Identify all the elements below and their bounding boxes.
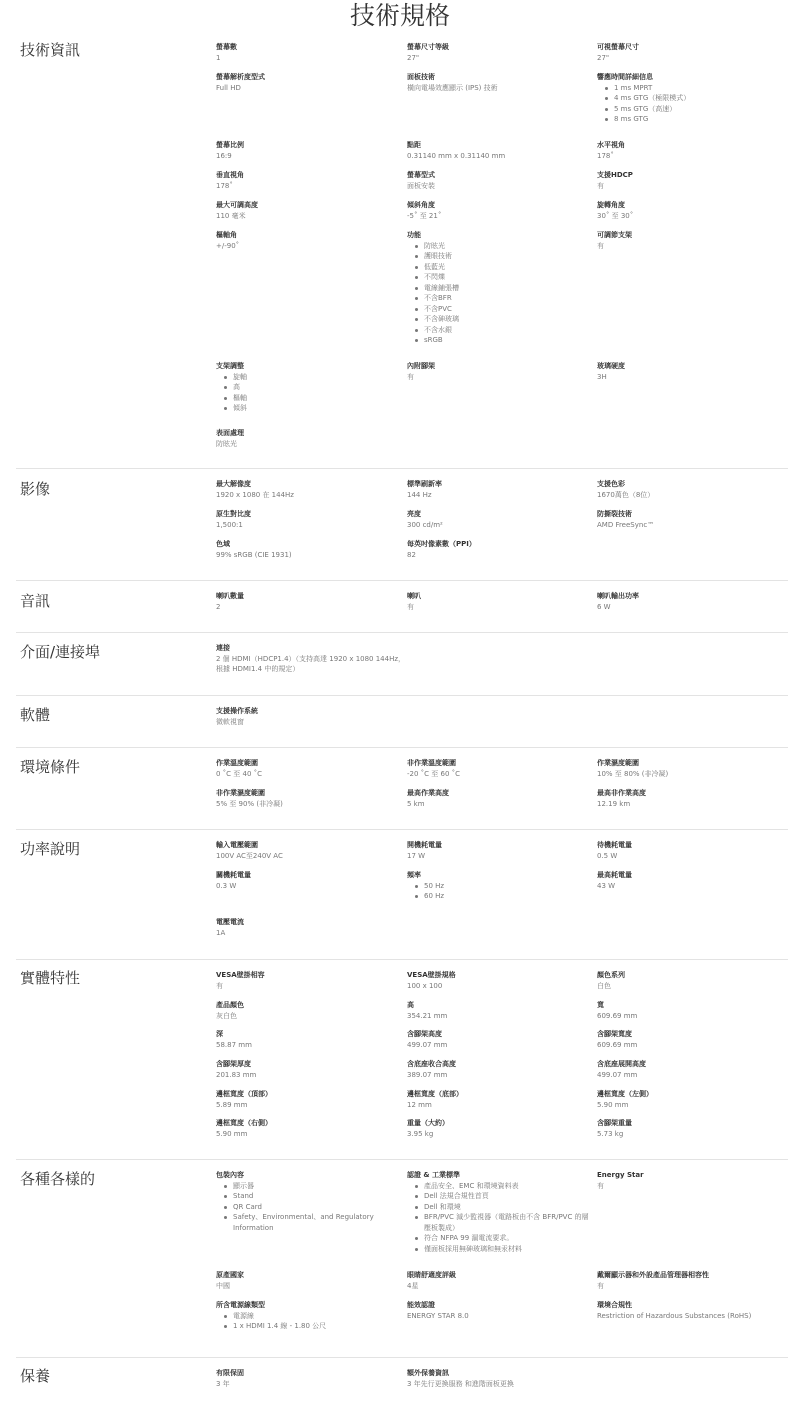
spec-ppi: 每英吋像素數（PPI） 82 (407, 540, 476, 559)
spec-limited-warranty: 有限保固 3 年 (216, 1369, 244, 1388)
section-software (16, 696, 788, 748)
spec-os: 支援操作系統 微軟視窗 (216, 707, 258, 726)
spec-box-contents: 包裝內容 顯示器 Stand QR Card Safety、Environmental、and Regulatory Information (216, 1170, 396, 1233)
spec-width: 寬 609.69 mm (597, 1001, 638, 1020)
spec-op-humidity: 作業濕度範圍 10% 至 80% (非冷凝) (597, 759, 669, 778)
section-title: 各種各樣的 (20, 1170, 96, 1188)
spec-energy-star: Energy Star 有 (597, 1171, 644, 1190)
spec-max-res: 最大解像度 1920 x 1080 在 144Hz (216, 480, 294, 499)
spec-contrast: 原生對比度 1,500:1 (216, 510, 251, 529)
section-title: 技術資訊 (20, 41, 81, 59)
section-environment (16, 748, 788, 830)
spec-bezel: 螢幕型式 面板安裝 (407, 171, 435, 190)
section-image (16, 469, 788, 581)
spec-h-angle: 水平視角 178˚ (597, 141, 625, 160)
spec-response-time: 響應時間詳細信息 1 ms MPRT 4 ms GTG（極限模式） 5 ms GTG（高速） 8 ms GTG (597, 73, 691, 123)
spec-eye-comfort: 眼睛舒適度評級 4星 (407, 1271, 456, 1290)
spec-height-min: 含底座收合高度 389.07 mm (407, 1060, 456, 1079)
spec-pivot: 樞軸角 +/-90˚ (216, 231, 240, 250)
spec-max-altitude: 最高作業高度 5 km (407, 789, 449, 808)
spec-vesa-spec: VESA壁掛規格 100 x 100 (407, 971, 456, 990)
spec-brightness: 亮度 300 cd/m² (407, 510, 443, 529)
spec-cables: 所含電源線類型 電源線 1 x HDMI 1.4 線 - 1.80 公尺 (216, 1301, 327, 1330)
spec-tilt: 傾斜角度 -5˚ 至 21˚ (407, 201, 442, 220)
spec-size-class: 螢幕尺寸等級 27" (407, 43, 449, 62)
section-audio (16, 581, 788, 633)
section-ports (16, 633, 788, 696)
section-title: 影像 (20, 480, 51, 498)
section-tech-info (16, 32, 788, 469)
spec-origin: 原產國家 中國 (216, 1271, 244, 1290)
spec-bezel-left: 邊框寬度（左側） 5.90 mm (597, 1090, 653, 1109)
spec-glass: 玻璃硬度 3H (597, 362, 625, 381)
spec-width-stand: 含腳架寬度 609.69 mm (597, 1030, 638, 1049)
spec-adjustable-stand: 可調節支架 有 (597, 231, 632, 250)
spec-refresh: 標準刷新率 144 Hz (407, 480, 442, 499)
spec-vesa: VESA壁掛相容 有 (216, 971, 265, 990)
spec-weight: 重量（大約） 3.95 kg (407, 1119, 449, 1138)
spec-bezel-bottom: 邊框寬度（底部） 12 mm (407, 1090, 463, 1109)
spec-power-on: 開機耗電量 17 W (407, 841, 442, 860)
spec-swivel: 旋轉角度 30˚ 至 30˚ (597, 201, 634, 220)
spec-aspect: 螢幕比例 16:9 (216, 141, 244, 160)
spec-color-series: 顏色系列 白色 (597, 971, 625, 990)
spec-nonop-humidity: 非作業濕度範圍 5% 至 90% (非冷凝) (216, 789, 283, 808)
spec-depth: 深 58.87 mm (216, 1030, 252, 1049)
spec-nonop-temp: 非作業溫度範圍 -20 ˚C 至 60 ˚C (407, 759, 461, 778)
spec-stand-adj: 支架調整 旋軸 高 樞軸 傾斜 (216, 362, 247, 412)
spec-speakers: 喇叭 有 (407, 592, 421, 611)
section-title: 介面/連接埠 (20, 643, 101, 661)
spec-tearing: 防撕裂技術 AMD FreeSync™ (597, 510, 655, 529)
spec-panel-tech: 面板技術 橫向電場效應顯示 (IPS) 技術 (407, 73, 498, 92)
spec-current: 電壓電流 1A (216, 918, 244, 937)
section-title: 功率說明 (20, 840, 81, 858)
section-warranty (16, 1358, 788, 1408)
section-title: 實體特性 (20, 969, 81, 987)
spec-env-compliance: 環境合規性 Restriction of Hazardous Substances (RoHS) (597, 1301, 752, 1320)
spec-pitch: 點距 0.31140 mm x 0.31140 mm (407, 141, 506, 160)
spec-speaker-power: 喇叭輸出功率 6 W (597, 592, 639, 611)
spec-weight-stand: 含腳架重量 5.73 kg (597, 1119, 632, 1138)
section-title: 保養 (20, 1367, 51, 1385)
section-misc (16, 1160, 788, 1358)
spec-standby: 待機耗電量 0.5 W (597, 841, 632, 860)
section-power (16, 830, 788, 960)
spec-power-off: 關機耗電量 0.3 W (216, 871, 251, 890)
spec-bezel-top: 邊框寬度（頂部） 5.89 mm (216, 1090, 272, 1109)
spec-features: 功能 防眩光 護眼技術 低藍光 不閃爍 電線鋪張槽 不含BFR 不含PVC 不含砷玻璃 不含水銀 sRGB (407, 231, 459, 344)
spec-hdcp: 支援HDCP 有 (597, 171, 633, 190)
spec-resolution-type: 螢幕解析度型式 Full HD (216, 73, 265, 92)
spec-input-voltage: 輸入電壓範圍 100V AC至240V AC (216, 841, 283, 860)
spec-speaker-count: 喇叭數量 2 (216, 592, 244, 611)
spec-bezel-right: 邊框寬度（右側） 5.90 mm (216, 1119, 272, 1138)
spec-height-adj: 最大可調高度 110 毫米 (216, 201, 258, 220)
section-title: 音訊 (20, 592, 51, 610)
spec-surface: 表面處理 防眩光 (216, 429, 244, 448)
spec-height-stand: 含腳架高度 499.07 mm (407, 1030, 448, 1049)
spec-builtin-stand: 內附腳架 有 (407, 362, 435, 381)
spec-visible-size: 可視螢幕尺寸 27" (597, 43, 639, 62)
spec-max-nonop-altitude: 最高非作業高度 12.19 km (597, 789, 646, 808)
spec-op-temp: 作業溫度範圍 0 ˚C 至 40 ˚C (216, 759, 263, 778)
spec-frequency: 頻率 50 Hz 60 Hz (407, 871, 445, 900)
spec-height: 高 354.21 mm (407, 1001, 448, 1020)
spec-max-power: 最高耗電量 43 W (597, 871, 632, 890)
spec-gamut: 色域 99% sRGB (CIE 1931) (216, 540, 292, 559)
spec-v-angle: 垂直視角 178˚ (216, 171, 244, 190)
section-title: 軟體 (20, 706, 51, 724)
spec-colors: 支援色彩 1670萬色（8位） (597, 480, 655, 499)
spec-screen-count: 螢幕數 1 (216, 43, 237, 62)
spec-dell-display-manager: 戴爾顯示器和外設產品管理器相容性 有 (597, 1271, 709, 1290)
spec-extra-warranty: 額外保養資訊 3 年先行更換服務 和進階面板更換 (407, 1369, 514, 1388)
section-physical (16, 960, 788, 1160)
spec-product-color: 產品顏色 灰白色 (216, 1001, 244, 1020)
page-title: 技術規格 (349, 1, 450, 30)
section-title: 環境條件 (20, 758, 81, 776)
spec-depth-stand: 含腳架厚度 201.83 mm (216, 1060, 257, 1079)
spec-energy-cert: 能效認證 ENERGY STAR 8.0 (407, 1301, 469, 1320)
spec-connectivity: 連接 2 個 HDMI（HDCP1.4）（支持高達 1920 x 1080 144Hz， 根據 HDMI1.4 中的規定） (216, 644, 406, 673)
spec-certifications: 認證 & 工業標準 產品安全、EMC 和環境資料表 Dell 法規合規性首頁 Dell 和環境 BFR/PVC 減少監視器（電路板由不含 BFR/PVC 的層 壓板製成） 符合 NFPA 99 漏電流要求。 僅面板採用無砷玻璃和無汞材料 (407, 1170, 597, 1254)
spec-height-max: 含底座展開高度 499.07 mm (597, 1060, 646, 1079)
